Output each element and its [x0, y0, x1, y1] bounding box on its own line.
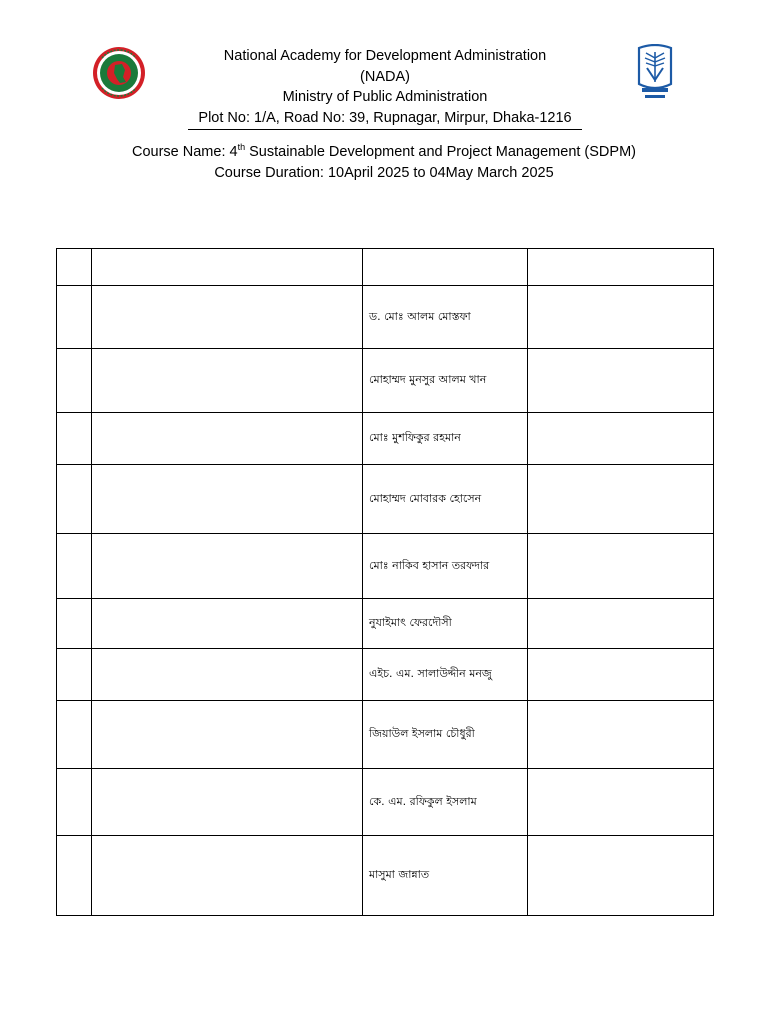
course-name-title: Sustainable Development and Project Management (SDPM)	[245, 144, 636, 160]
designation-cell	[92, 413, 363, 465]
serial-cell	[57, 769, 92, 836]
participant-name: মোহাম্মদ মোবারক হোসেন	[363, 465, 528, 534]
document-header	[140, 46, 630, 130]
serial-cell	[57, 599, 92, 649]
remarks-cell	[528, 769, 714, 836]
remarks-cell	[528, 286, 714, 349]
designation-cell	[92, 286, 363, 349]
serial-cell	[57, 413, 92, 465]
table-row	[57, 769, 714, 836]
participant-table	[56, 248, 714, 916]
table-row	[57, 701, 714, 769]
designation-cell	[92, 649, 363, 701]
course-name-prefix: Course Name: 4	[132, 144, 238, 160]
participant-name: মাসুমা জান্নাত	[363, 836, 528, 916]
participant-name: নুযাইমাৎ ফেরদৌসী	[363, 599, 528, 649]
participant-name: কে. এম. রফিকুল ইসলাম	[363, 769, 528, 836]
designation-cell	[92, 465, 363, 534]
serial-cell	[57, 465, 92, 534]
designation-cell	[92, 701, 363, 769]
table-row	[57, 649, 714, 701]
institute-acronym: (NADA)	[360, 68, 410, 85]
participant-name: মোহাম্মদ মুনসুর আলম খান	[363, 349, 528, 413]
remarks-cell	[528, 836, 714, 916]
participant-name: এইচ. এম. সালাউদ্দীন মনজু	[363, 649, 528, 701]
remarks-cell	[528, 465, 714, 534]
institute-address: Plot No: 1/A, Road No: 39, Rupnagar, Mirpur, Dhaka-1216	[188, 108, 581, 131]
nada-emblem-icon	[634, 44, 676, 102]
designation-cell	[92, 769, 363, 836]
table-row	[57, 534, 714, 599]
participant-name: মোঃ মুশফিকুর রহমান	[363, 413, 528, 465]
remarks-cell	[528, 413, 714, 465]
table-row	[57, 413, 714, 465]
table-row	[57, 599, 714, 649]
remarks-cell	[528, 701, 714, 769]
table-header-row	[57, 249, 714, 286]
ministry-name: Ministry of Public Administration	[282, 89, 488, 105]
remarks-cell	[528, 599, 714, 649]
course-name-ordinal: th	[237, 142, 246, 153]
course-duration: Course Duration: 10April 2025 to 04May March 2025	[214, 164, 554, 181]
table-row	[57, 286, 714, 349]
serial-cell	[57, 701, 92, 769]
remarks-cell	[528, 649, 714, 701]
designation-cell	[92, 599, 363, 649]
participant-name: জিয়াউল ইসলাম চৌধুরী	[363, 701, 528, 769]
designation-cell	[92, 836, 363, 916]
table-row	[57, 349, 714, 413]
header-cell	[363, 249, 528, 286]
serial-cell	[57, 349, 92, 413]
serial-cell	[57, 836, 92, 916]
table-row	[57, 465, 714, 534]
designation-cell	[92, 534, 363, 599]
header-cell	[57, 249, 92, 286]
serial-cell	[57, 534, 92, 599]
header-cell	[528, 249, 714, 286]
header-cell	[92, 249, 363, 286]
government-seal-icon	[92, 46, 146, 100]
course-info	[60, 142, 708, 183]
serial-cell	[57, 286, 92, 349]
remarks-cell	[528, 349, 714, 413]
course-name	[60, 142, 708, 163]
table-row	[57, 836, 714, 916]
institute-name: National Academy for Development Administration	[223, 48, 547, 64]
participant-name: ড. মোঃ আলম মোস্তফা	[363, 286, 528, 349]
serial-cell	[57, 649, 92, 701]
remarks-cell	[528, 534, 714, 599]
participant-name: মোঃ নাকিব হাসান তরফদার	[363, 534, 528, 599]
designation-cell	[92, 349, 363, 413]
